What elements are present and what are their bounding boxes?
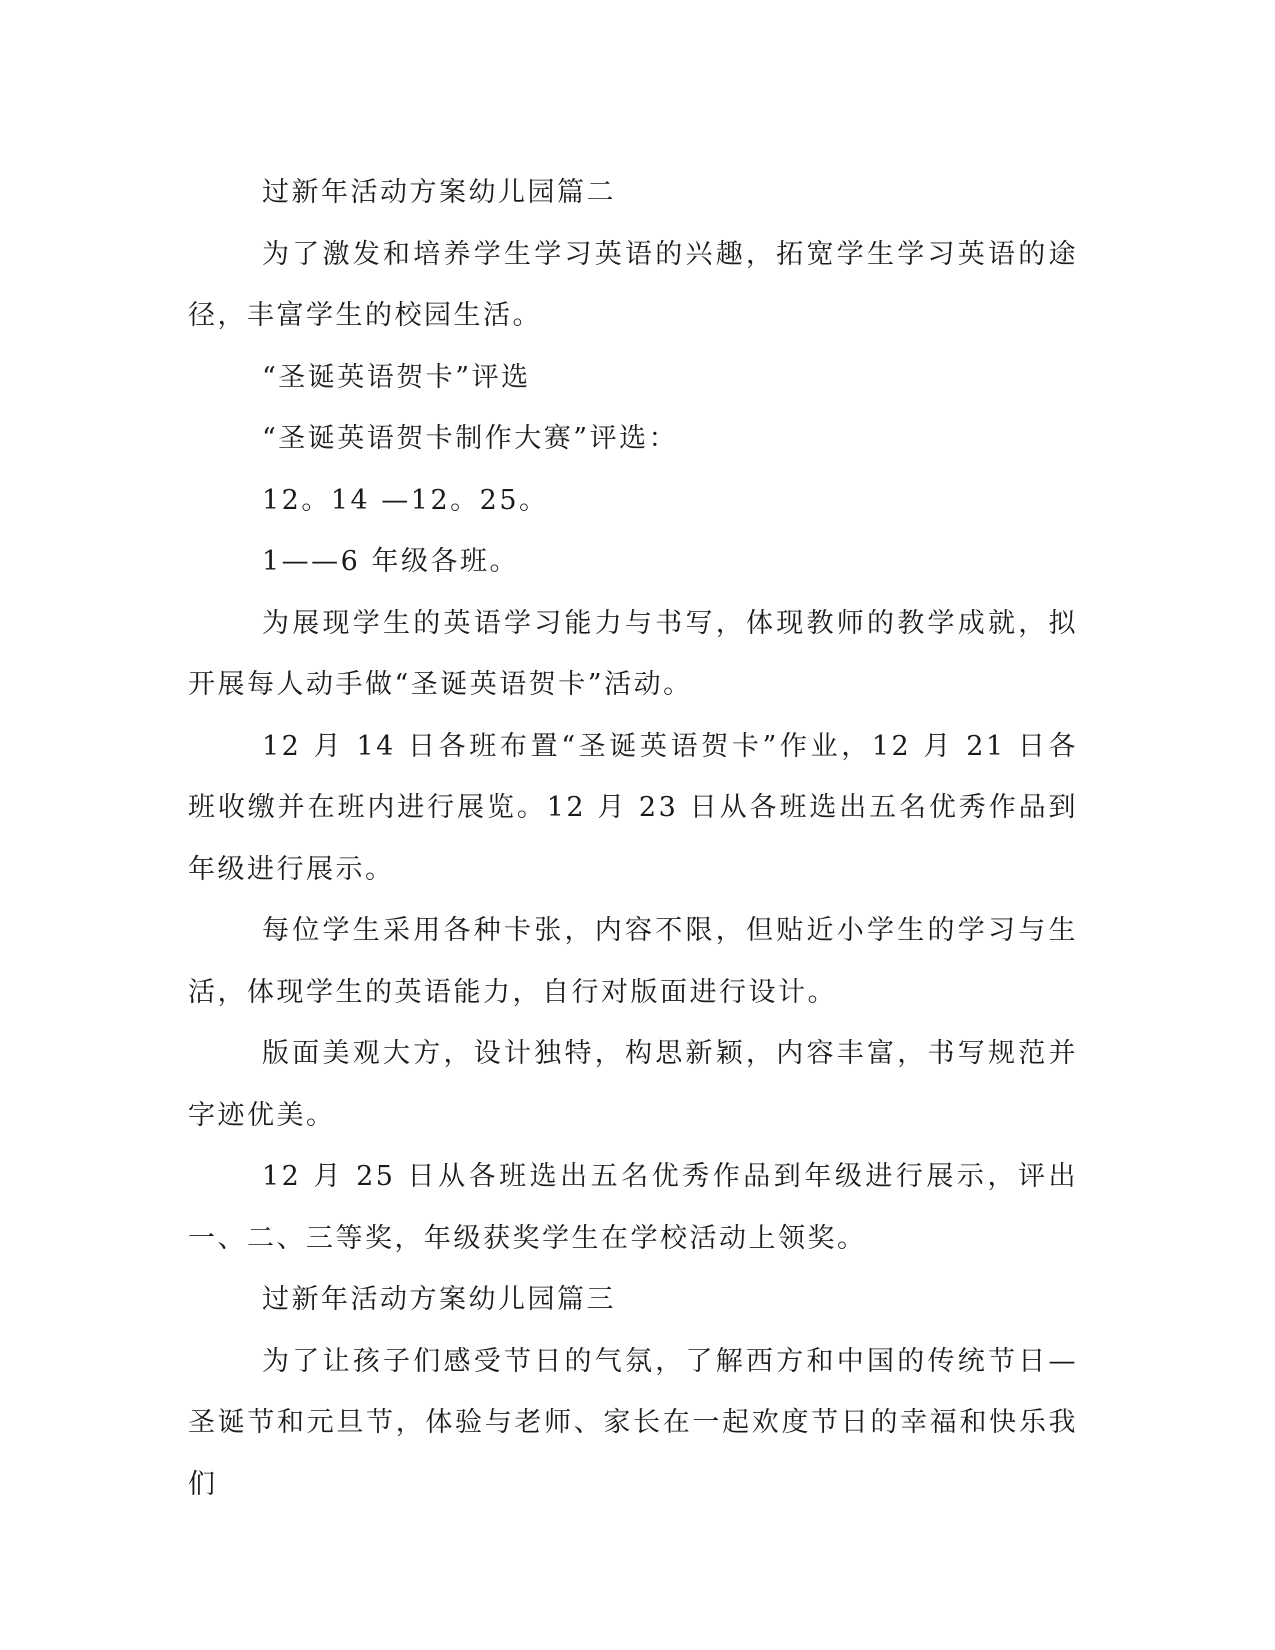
paragraph-purpose: 为了激发和培养学生学习英语的兴趣，拓宽学生学习英语的途径，丰富学生的校园生活。	[188, 238, 1078, 331]
activity-title: “圣诞英语贺卡”评选	[262, 361, 531, 393]
paragraph-awards: 12 月 25 日从各班选出五名优秀作品到年级进行展示，评出一、二、三等奖，年级获奖学生在学校活动上领奖。	[188, 1161, 1078, 1254]
paragraph-festival-intro: 为了让孩子们感受节日的气氛，了解西方和中国的传统节日—圣诞节和元旦节，体验与老师、家长在一起欢度节日的幸福和快乐我们	[188, 1345, 1078, 1500]
section-heading-part-three: 过新年活动方案幼儿园篇三	[262, 1284, 616, 1315]
activity-subtitle: “圣诞英语贺卡制作大赛”评选：	[262, 423, 679, 454]
paragraph-criteria: 版面美观大方，设计独特，构思新颖，内容丰富，书写规范并字迹优美。	[188, 1038, 1078, 1131]
paragraph-requirements: 每位学生采用各种卡张，内容不限，但贴近小学生的学习与生活，体现学生的英语能力，自行对版面进行设计。	[188, 915, 1078, 1008]
section-heading-part-two: 过新年活动方案幼儿园篇二	[262, 177, 616, 208]
activity-dates: 12。14 —12。25。	[262, 484, 549, 516]
paragraph-intent: 为展现学生的英语学习能力与书写，体现教师的教学成就，拟开展每人动手做“圣诞英语贺卡”活动。	[188, 607, 1078, 700]
activity-participants: 1——6 年级各班。	[262, 546, 519, 577]
paragraph-schedule: 12 月 14 日各班布置“圣诞英语贺卡”作业，12 月 21 日各班收缴并在班内进行展览。12 月 23 日从各班选出五名优秀作品到年级进行展示。	[188, 730, 1078, 885]
document-body	[188, 162, 1078, 1515]
